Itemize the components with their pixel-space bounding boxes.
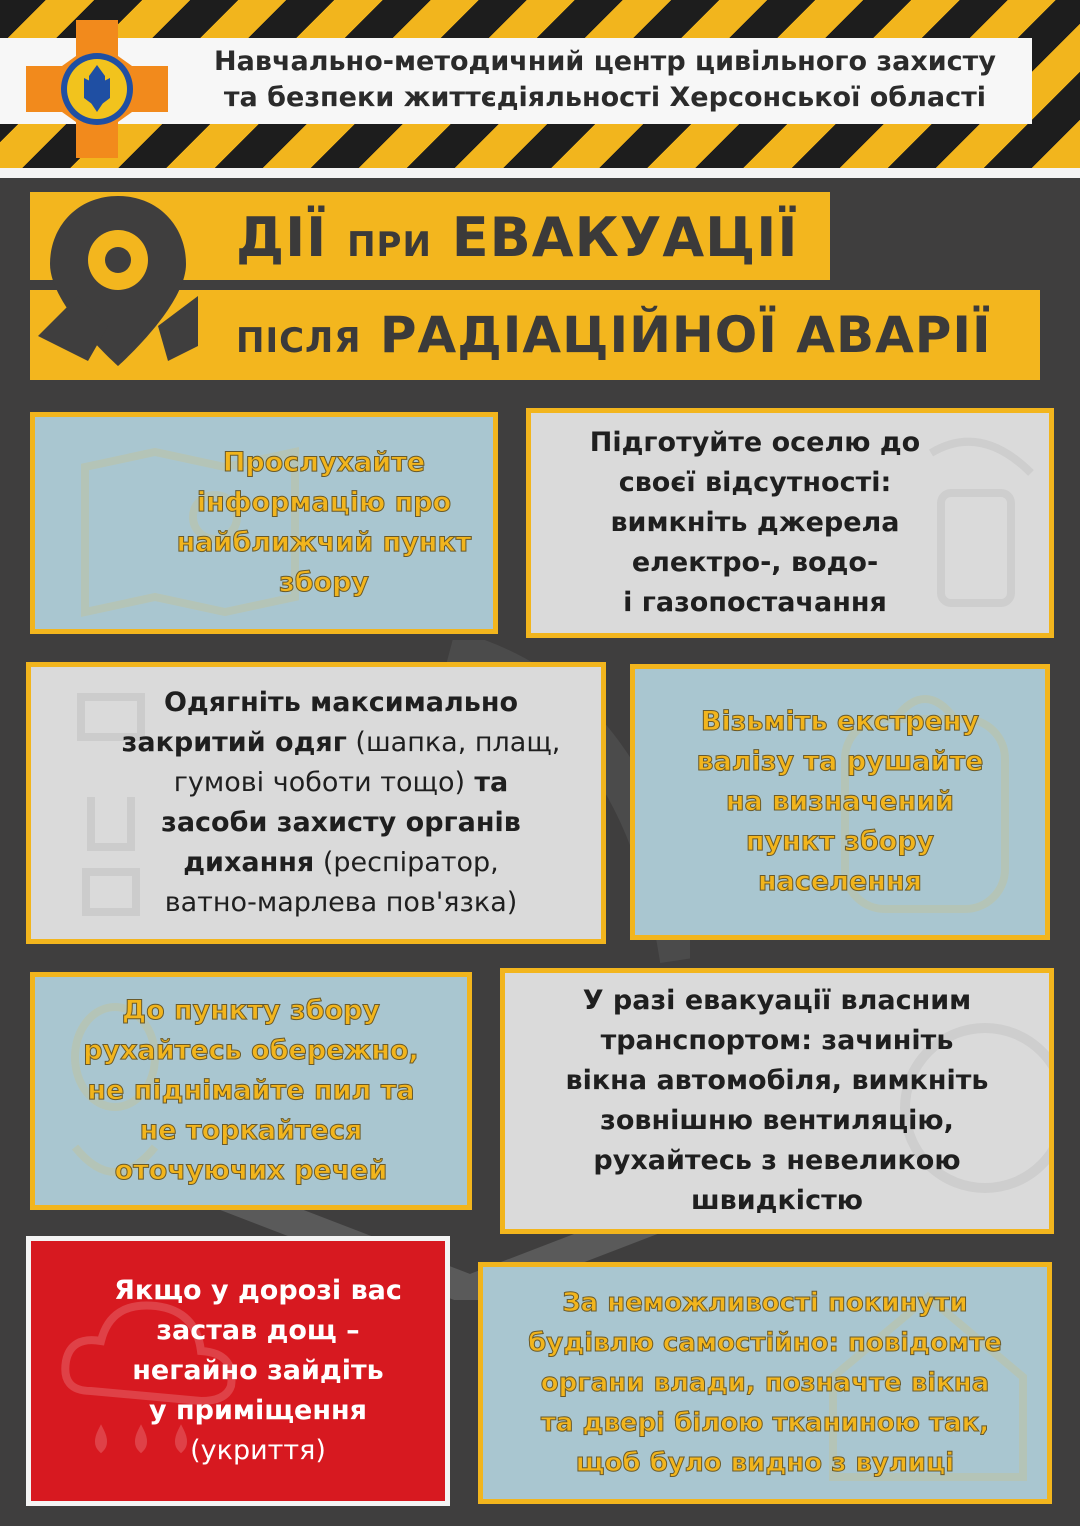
organization-line-2: та безпеки життєдіяльності Херсонської області [223,82,987,113]
card-own-transport-line: транспортом: зачиніть [600,1025,954,1056]
clothing-line-3-bold: та [465,767,509,798]
card-move-carefully-line: До пункту збору [122,995,380,1026]
card-move-carefully-line: рухайтесь обережно, [83,1035,419,1066]
clothing-line-2-bold: закритий одяг [121,727,347,758]
card-move-carefully-text [83,991,419,1191]
card-move-carefully-line: не торкайтеся [139,1115,363,1146]
card-prepare-home-line: електро-, водо- [631,547,879,578]
card-rain-shelter-text [74,1271,402,1471]
card-suitcase-line: населення [758,866,922,897]
card-protective-clothing [26,662,606,944]
rain-line-4: у приміщення [148,1395,368,1426]
clothing-line-2 [122,723,561,763]
page-title-line-2 [236,306,992,364]
organization-name [180,44,1030,116]
card-own-transport-line: У разі евакуації власним [582,985,972,1016]
card-cannot-leave-building [478,1262,1052,1504]
card-own-transport-line: вікна автомобіля, вимкніть [565,1065,989,1096]
card-suitcase-line: валізу та рушайте [696,746,984,777]
rain-line-1: Якщо у дорозі вас [114,1275,402,1306]
card-emergency-suitcase-text [697,702,984,902]
card-listen-line: інформацію про [196,487,452,518]
map-pin-icon [38,186,198,386]
civil-protection-cross-icon [26,20,168,158]
clothing-line-3-light: гумові чоботи тощо) [173,767,465,798]
card-prepare-home-text [590,423,921,623]
title-word-pislia: ПІСЛЯ [236,321,362,361]
title-word-evakuatsii: ЕВАКУАЦІЇ [451,206,799,269]
card-move-carefully-line: не піднімайте пил та [87,1075,415,1106]
clothing-line-5-light: (респіратор, [314,847,499,878]
card-own-transport-line: зовнішню вентиляцію, [600,1105,954,1136]
title-word-radiatsiinoi-avarii: РАДІАЦІЙНОЇ АВАРІЇ [379,306,992,364]
card-cannot-leave-line: щоб було видно з вулиці [575,1448,955,1478]
clothing-line-5 [122,843,561,883]
title-word-dii: ДІЇ [236,206,328,269]
card-suitcase-line: пункт збору [745,826,935,857]
card-listen-line: збору [278,567,370,598]
card-own-transport-text [566,981,989,1221]
card-protective-clothing-text [72,683,561,923]
card-cannot-leave-line: органи влади, позначте вікна [540,1368,990,1398]
clothing-line-2-light: (шапка, плащ, [346,727,561,758]
clothing-line-1: Одягніть максимально [163,687,519,718]
card-move-carefully-line: оточуючих речей [114,1155,388,1186]
card-prepare-home [526,408,1054,638]
title-word-pry: ПРИ [347,225,432,265]
card-own-transport-line: швидкістю [691,1185,863,1216]
card-prepare-home-line: і газопостачання [623,587,887,618]
card-prepare-home-line: вимкніть джерела [610,507,900,538]
card-listen-info [30,412,498,634]
card-suitcase-line: на визначений [725,786,955,817]
rain-line-5: (укриття) [190,1435,326,1466]
clothing-line-5-bold: дихання [183,847,315,878]
card-listen-line: найближчий пункт [176,527,472,558]
clothing-line-3 [122,763,561,803]
rain-line-2: застав дощ – [156,1315,360,1346]
header-divider [0,168,1080,178]
card-cannot-leave-line: та двері білою тканиною так, [540,1408,990,1438]
card-prepare-home-line: Підготуйте оселю до [589,427,921,458]
card-own-transport-line: рухайтесь з невеликою [593,1145,961,1176]
rain-line-3: негайно зайдіть [132,1355,384,1386]
card-listen-line: Прослухайте [222,447,426,478]
appliances-icon [911,433,1051,623]
card-prepare-home-line: своєї відсутності: [618,467,892,498]
card-cannot-leave-line: За неможливості покинути [562,1288,968,1318]
card-suitcase-line: Візьміть екстрену [700,706,980,737]
card-cannot-leave-line: будівлю самостійно: повідомте [528,1328,1002,1358]
page-title-line-1 [236,206,798,269]
card-emergency-suitcase [630,664,1050,940]
card-listen-text [57,443,472,603]
organization-line-1: Навчально-методичний центр цивільного захисту [214,46,996,77]
card-own-transport [500,968,1054,1234]
card-rain-shelter [26,1236,450,1506]
card-move-carefully [30,972,472,1210]
clothing-line-6: ватно-марлева пов'язка) [164,887,518,918]
card-cannot-leave-building-text [528,1283,1002,1483]
clothing-line-4: засоби захисту органів [161,807,521,838]
